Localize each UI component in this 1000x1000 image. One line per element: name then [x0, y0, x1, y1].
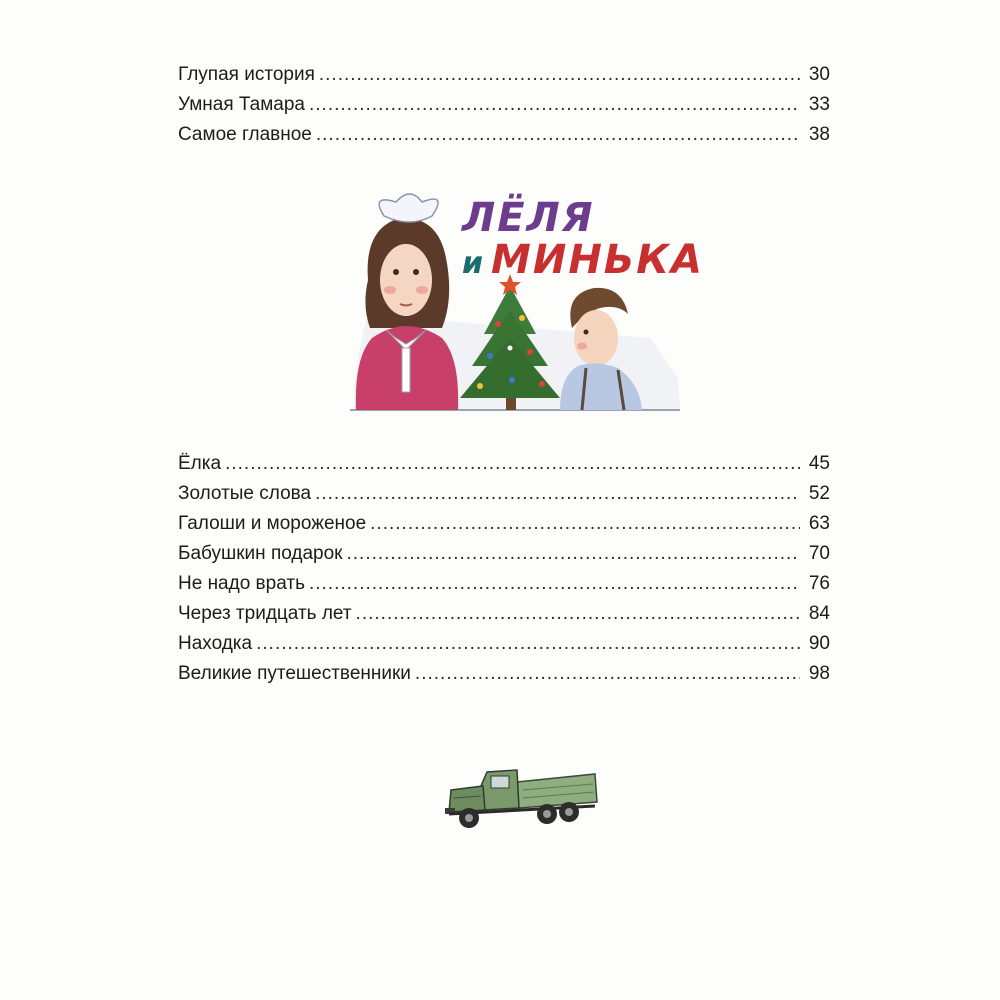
toc-leader-dots — [346, 539, 800, 569]
toc-leader-dots — [256, 629, 800, 659]
toc-entry-page: 76 — [808, 573, 830, 594]
toc-entry-page: 70 — [808, 543, 830, 564]
toc-entry-title: Через тридцать лет — [178, 603, 352, 624]
toc-bottom — [178, 449, 830, 689]
toc-entry-page: 84 — [808, 603, 830, 624]
toc-entry-title: Самое главное — [178, 124, 312, 145]
toc-entry-page: 30 — [808, 64, 830, 85]
toc-leader-dots — [319, 60, 800, 90]
toc-leader-dots — [225, 449, 800, 479]
toc-entry-page: 98 — [808, 663, 830, 684]
toc-entry[interactable] — [178, 599, 830, 629]
toc-entry[interactable] — [178, 90, 830, 120]
section-title-conjunction: и — [462, 246, 486, 281]
toc-leader-dots — [356, 599, 800, 629]
section-title-name: МИНЬКА — [491, 237, 704, 283]
toc-entry[interactable] — [178, 449, 830, 479]
toc-entry-page: 90 — [808, 633, 830, 654]
toc-entry[interactable] — [178, 509, 830, 539]
toc-entry-title: Не надо врать — [178, 573, 305, 594]
toc-entry[interactable] — [178, 60, 830, 90]
toc-leader-dots — [309, 569, 800, 599]
toc-entry[interactable] — [178, 659, 830, 689]
toc-entry-title: Находка — [178, 633, 253, 654]
toc-entry-title: Ёлка — [178, 453, 222, 474]
toc-entry-page: 45 — [808, 453, 830, 474]
toc-leader-dots — [415, 659, 800, 689]
toc-entry[interactable] — [178, 479, 830, 509]
section-title-line2 — [462, 237, 704, 283]
toc-entry-title: Золотые слова — [178, 483, 312, 504]
toc-entry[interactable] — [178, 629, 830, 659]
toc-leader-dots — [316, 120, 800, 150]
toc-entry-title: Галоши и мороженое — [178, 513, 367, 534]
section-title-line1: ЛЁЛЯ — [462, 195, 595, 241]
toc-entry-page: 33 — [808, 94, 830, 115]
toc-top — [178, 60, 830, 150]
toc-entry-page: 63 — [808, 513, 830, 534]
toc-entry-title: Великие путешественники — [178, 663, 411, 684]
toc-entry[interactable] — [178, 569, 830, 599]
toc-leader-dots — [309, 90, 800, 120]
toc-entry-title: Умная Тамара — [178, 94, 305, 115]
toc-leader-dots — [315, 479, 800, 509]
toc-entry[interactable] — [178, 120, 830, 150]
toc-entry-page: 52 — [808, 483, 830, 504]
toc-entry[interactable] — [178, 539, 830, 569]
toc-entry-page: 38 — [808, 124, 830, 145]
section-title — [462, 195, 704, 283]
green-truck-illustration — [443, 764, 599, 830]
toc-entry-title: Глупая история — [178, 64, 315, 85]
toc-entry-title: Бабушкин подарок — [178, 543, 343, 564]
toc-leader-dots — [370, 509, 800, 539]
